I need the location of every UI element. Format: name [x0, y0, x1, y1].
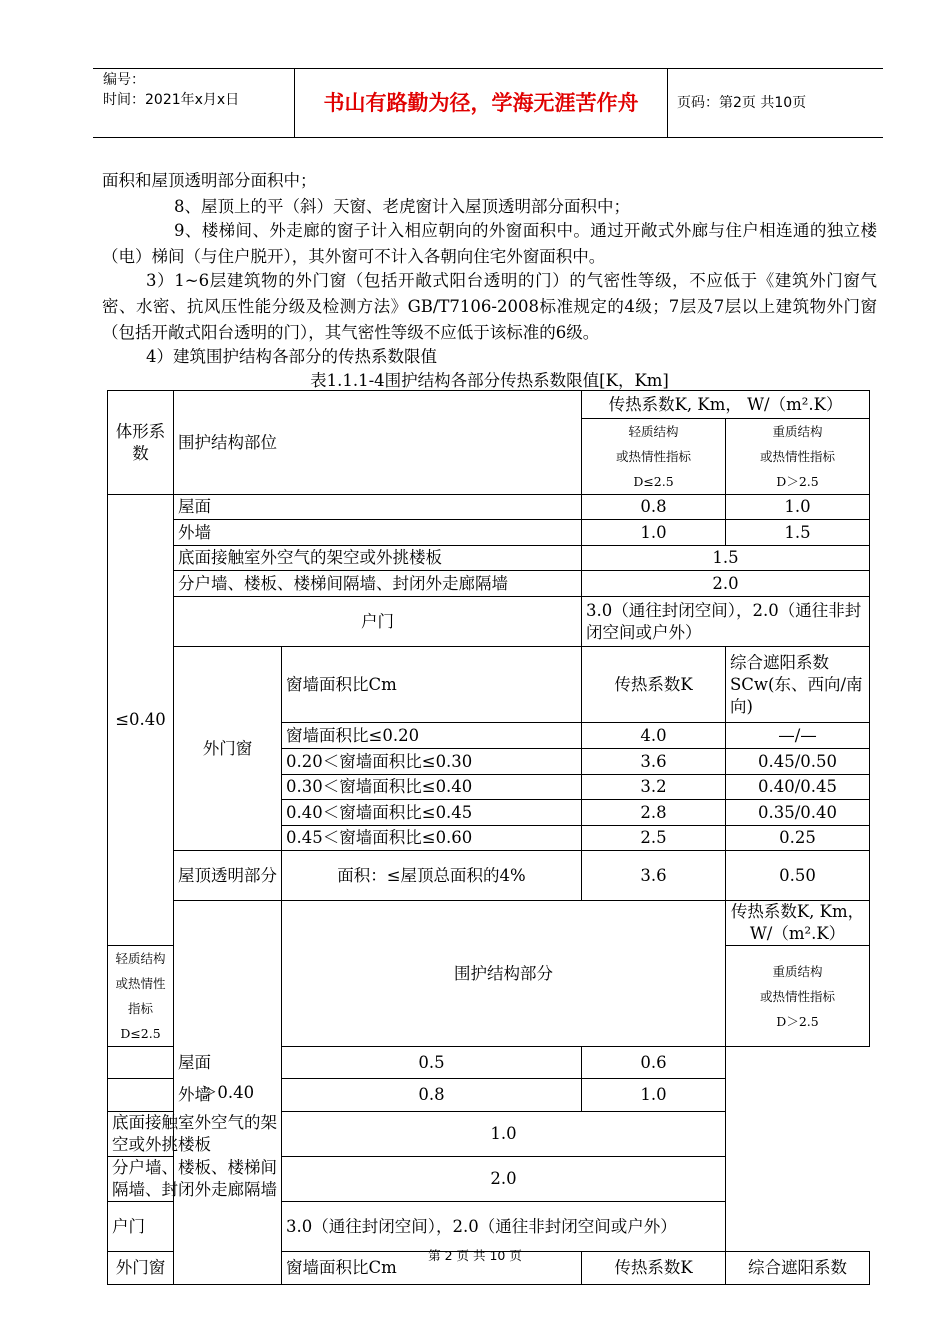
floor-value: 1.5 — [582, 546, 870, 571]
paragraph: 面积和屋顶透明部分面积中； — [102, 171, 317, 190]
paragraph: 3）1~6层建筑物的外门窗（包括开敞式阳台透明的门）的气密性等级，不应低于《建筑外门窗气密、水密、抗风压性能分级及检测方法》GB/T7106-2008标准规定的4级；7层及7层以上建筑物外门窗（包括开敞式阳台透明的门），其气密性等级不应低于该标准的6级。 — [102, 271, 877, 342]
window-sc: 0.35/0.40 — [726, 800, 870, 826]
page-footer: 第 2 页 共 10 页 — [428, 1248, 522, 1263]
window-sc-header: 综合遮阳系数SCw(东、西向/南向) — [726, 647, 870, 723]
skylight-sc: 0.50 — [726, 851, 870, 901]
ratio-range: 0.45＜窗墙面积比≤0.60 — [282, 826, 582, 851]
ratio-range: 0.30＜窗墙面积比≤0.40 — [282, 775, 582, 800]
heavy-structure-header: 重质结构 或热情性指标 D＞2.5 — [726, 419, 870, 495]
table-row — [108, 495, 870, 520]
window-k: 2.8 — [582, 800, 726, 826]
window-k: 3.6 — [582, 749, 726, 775]
window-k: 2.5 — [582, 826, 726, 851]
table-row — [108, 520, 870, 546]
wall-label: 外墙 — [108, 1079, 282, 1112]
time-label: 时间：2021年x月x日 — [103, 92, 240, 108]
partition-value: 2.0 — [282, 1157, 726, 1202]
shape-value: ＞0.40 — [174, 901, 282, 1285]
wall-heavy: 1.0 — [582, 1079, 726, 1112]
header-motto: 书山有路勤为径，学海无涯苦作舟 — [323, 91, 639, 115]
window-label: 外门窗 — [108, 1252, 174, 1285]
partition-label: 分户墙、楼板、楼梯间隔墙、封闭外走廊隔墙 — [108, 1157, 282, 1202]
table-row — [108, 647, 870, 723]
light-structure-header: 轻质结构 或热情性指标 D≤2.5 — [108, 946, 174, 1047]
window-k-header: 传热系数K — [582, 647, 726, 723]
skylight-k: 3.6 — [582, 851, 726, 901]
paragraph: 4）建筑围护结构各部分的传热系数限值 — [146, 347, 437, 366]
ratio-header: 窗墙面积比Cm — [282, 1252, 582, 1285]
skylight-area: 面积：≤屋顶总面积的4% — [282, 851, 582, 901]
floor-value: 1.0 — [282, 1112, 726, 1157]
roof-label: 屋面 — [108, 1047, 282, 1079]
table-row — [108, 571, 870, 597]
roof-heavy: 1.0 — [726, 495, 870, 520]
floor-label: 底面接触室外空气的架空或外挑楼板 — [174, 546, 582, 571]
window-sc-header: 综合遮阳系数 — [726, 1252, 870, 1285]
part-header: 围护结构部分 — [282, 901, 726, 1047]
wall-light: 0.8 — [282, 1079, 582, 1112]
door-value: 3.0（通往封闭空间），2.0（通往非封闭空间或户外） — [282, 1202, 726, 1252]
heavy-structure-header: 重质结构 或热情性指标 D＞2.5 — [726, 946, 870, 1047]
table-row — [108, 1112, 870, 1157]
header-meta — [93, 69, 293, 137]
k-header: 传热系数K, Km， W/（m².K） — [582, 391, 870, 419]
door-label: 户门 — [108, 1202, 282, 1252]
roof-light: 0.5 — [282, 1047, 582, 1079]
floor-label: 底面接触室外空气的架空或外挑楼板 — [108, 1112, 282, 1157]
table-row — [108, 597, 870, 647]
wall-light: 1.0 — [582, 520, 726, 546]
k-header: 传热系数K, Km， W/（m².K） — [726, 901, 870, 946]
header-page-info: 页码：第2页 共10页 — [677, 95, 807, 111]
heat-transfer-table — [107, 390, 870, 1285]
skylight-label: 屋顶透明部分 — [174, 851, 282, 901]
window-k: 4.0 — [582, 723, 726, 749]
roof-label: 屋面 — [174, 495, 582, 520]
door-label: 户门 — [174, 597, 582, 647]
window-sc: 0.45/0.50 — [726, 749, 870, 775]
window-sc: 0.25 — [726, 826, 870, 851]
window-k-header: 传热系数K — [582, 1252, 726, 1285]
partition-label: 分户墙、楼板、楼梯间隔墙、封闭外走廊隔墙 — [174, 571, 582, 597]
window-k: 3.2 — [582, 775, 726, 800]
table-row — [108, 901, 870, 946]
table-row — [108, 391, 870, 419]
table-caption: 表1.1.1-4围护结构各部分传热系数限值[K，Km] — [310, 371, 669, 390]
wall-label: 外墙 — [174, 520, 582, 546]
paragraph: 8、屋顶上的平（斜）天窗、老虎窗计入屋顶透明部分面积中； — [174, 197, 630, 216]
table-row — [108, 546, 870, 571]
table-row — [108, 1157, 870, 1202]
partition-value: 2.0 — [582, 571, 870, 597]
window-label: 外门窗 — [174, 647, 282, 851]
ratio-range: 0.20＜窗墙面积比≤0.30 — [282, 749, 582, 775]
light-structure-header: 轻质结构 或热情性指标 D≤2.5 — [582, 419, 726, 495]
ratio-range: 0.40＜窗墙面积比≤0.45 — [282, 800, 582, 826]
paragraph: 9、楼梯间、外走廊的窗子计入相应朝向的外窗面积中。通过开敞式外廊与住户相连通的独立楼（电）梯间（与住户脱开），其外窗可不计入各朝向住宅外窗面积中。 — [102, 221, 877, 266]
ratio-header: 窗墙面积比Cm — [282, 647, 582, 723]
roof-heavy: 0.6 — [582, 1047, 726, 1079]
table-row — [108, 1047, 870, 1079]
wall-heavy: 1.5 — [726, 520, 870, 546]
roof-light: 0.8 — [582, 495, 726, 520]
window-sc: —/— — [726, 723, 870, 749]
header-divider — [667, 69, 668, 137]
window-sc: 0.40/0.45 — [726, 775, 870, 800]
table-row — [108, 851, 870, 901]
table-row — [108, 1202, 870, 1252]
ratio-range: 窗墙面积比≤0.20 — [282, 723, 582, 749]
shape-value: ≤0.40 — [108, 495, 174, 946]
door-value: 3.0（通往封闭空间），2.0（通往非封闭空间或户外） — [582, 597, 870, 647]
page-header — [93, 68, 883, 138]
code-label: 编号： — [103, 72, 145, 88]
part-header: 围护结构部位 — [174, 391, 582, 495]
shape-header: 体形系数 — [108, 391, 174, 495]
